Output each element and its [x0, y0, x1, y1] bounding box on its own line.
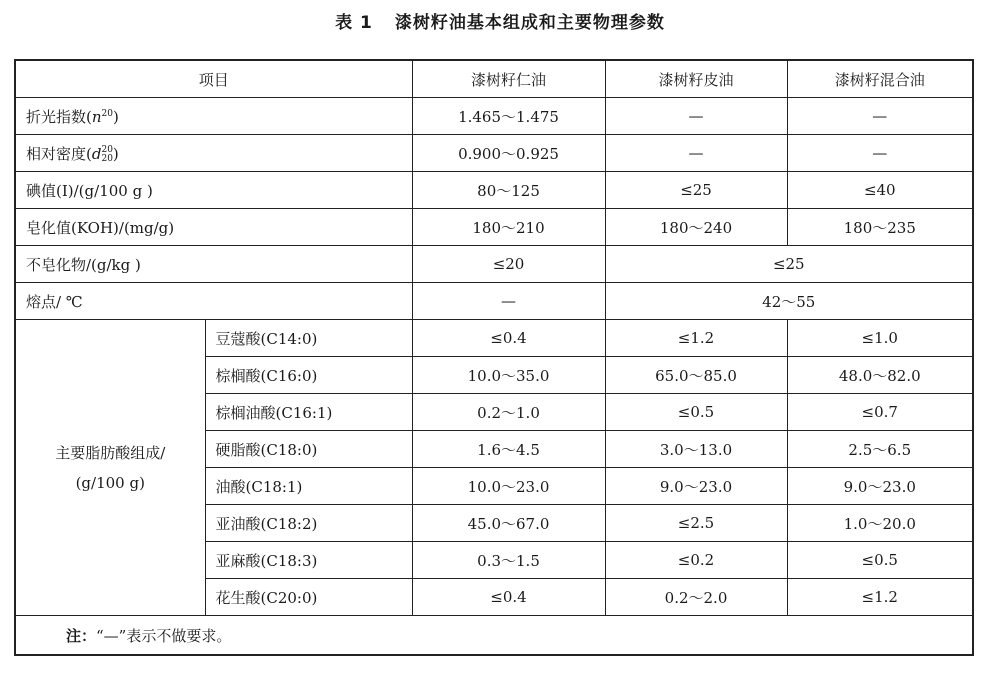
cell-value: — [412, 283, 605, 320]
table-title [0, 8, 1000, 33]
table-row [15, 283, 973, 320]
cell-value: 3.0～13.0 [605, 431, 787, 468]
fatty-acid-name: 油酸(C18:1) [205, 468, 412, 505]
header-kernel-oil: 漆树籽仁油 [412, 60, 605, 98]
table-row [15, 135, 973, 172]
fatty-acid-name: 棕榈酸(C16:0) [205, 357, 412, 394]
cell-value: ≤1.2 [787, 579, 973, 616]
header-mixed-oil: 漆树籽混合油 [787, 60, 973, 98]
note-label: 注： [66, 626, 97, 645]
cell-value: 45.0～67.0 [412, 505, 605, 542]
note-row [15, 616, 973, 656]
cell-value: — [787, 135, 973, 172]
cell-value: ≤1.0 [787, 320, 973, 357]
row-label-melting: 熔点/ ℃ [15, 283, 412, 320]
cell-value: 0.3～1.5 [412, 542, 605, 579]
cell-value: 0.900～0.925 [412, 135, 605, 172]
cell-value: 180～240 [605, 209, 787, 246]
cell-value: — [605, 135, 787, 172]
cell-value: — [605, 98, 787, 135]
table-row [15, 98, 973, 135]
cell-value: 1.6～4.5 [412, 431, 605, 468]
oil-parameters-table [14, 59, 974, 656]
cell-value: ≤0.2 [605, 542, 787, 579]
row-label-saponification: 皂化值(KOH)/(mg/g) [15, 209, 412, 246]
cell-value: 10.0～35.0 [412, 357, 605, 394]
row-label-iodine: 碘值(I)/(g/100 g ) [15, 172, 412, 209]
row-label-density: 相对密度(d20 20) [15, 135, 412, 172]
cell-value: ≤1.2 [605, 320, 787, 357]
cell-value: 180～235 [787, 209, 973, 246]
table-note [15, 616, 973, 656]
header-item: 项目 [15, 60, 412, 98]
cell-value: 0.2～1.0 [412, 394, 605, 431]
fatty-acid-group-label: 主要脂肪酸组成/ (g/100 g) [15, 320, 205, 616]
cell-value: ≤40 [787, 172, 973, 209]
cell-value: 0.2～2.0 [605, 579, 787, 616]
cell-value: ≤0.5 [605, 394, 787, 431]
cell-value: 1.465～1.475 [412, 98, 605, 135]
cell-value: ≤0.7 [787, 394, 973, 431]
cell-value: ≤20 [412, 246, 605, 283]
cell-value: 10.0～23.0 [412, 468, 605, 505]
cell-value: ≤0.4 [412, 320, 605, 357]
cell-value: 1.0～20.0 [787, 505, 973, 542]
row-label-unsaponifiable: 不皂化物/(g/kg ) [15, 246, 412, 283]
cell-value-merged: 42～55 [605, 283, 973, 320]
fatty-acid-name: 豆蔻酸(C14:0) [205, 320, 412, 357]
header-row [15, 60, 973, 98]
cell-value: ≤2.5 [605, 505, 787, 542]
fatty-acid-name: 亚麻酸(C18:3) [205, 542, 412, 579]
table-row [15, 209, 973, 246]
cell-value: 48.0～82.0 [787, 357, 973, 394]
table-row [15, 246, 973, 283]
cell-value-merged: ≤25 [605, 246, 973, 283]
cell-value: 180～210 [412, 209, 605, 246]
cell-value: ≤0.4 [412, 579, 605, 616]
note-text: “—”表示不做要求。 [96, 626, 232, 645]
cell-value: 9.0～23.0 [787, 468, 973, 505]
header-shell-oil: 漆树籽皮油 [605, 60, 787, 98]
cell-value: — [787, 98, 973, 135]
cell-value: ≤0.5 [787, 542, 973, 579]
cell-value: 9.0～23.0 [605, 468, 787, 505]
cell-value: 65.0～85.0 [605, 357, 787, 394]
fatty-acid-name: 硬脂酸(C18:0) [205, 431, 412, 468]
table-caption: 漆树籽油基本组成和主要物理参数 [394, 13, 665, 33]
cell-value: 2.5～6.5 [787, 431, 973, 468]
row-label-refractive: 折光指数$(n^{20})$ [15, 98, 412, 135]
fatty-acid-name: 花生酸(C20:0) [205, 579, 412, 616]
fatty-acid-name: 棕榈油酸(C16:1) [205, 394, 412, 431]
cell-value: ≤25 [605, 172, 787, 209]
fatty-acid-name: 亚油酸(C18:2) [205, 505, 412, 542]
cell-value: 80～125 [412, 172, 605, 209]
table-row [15, 320, 973, 357]
table-number: 表 1 [335, 13, 373, 33]
table-row [15, 172, 973, 209]
